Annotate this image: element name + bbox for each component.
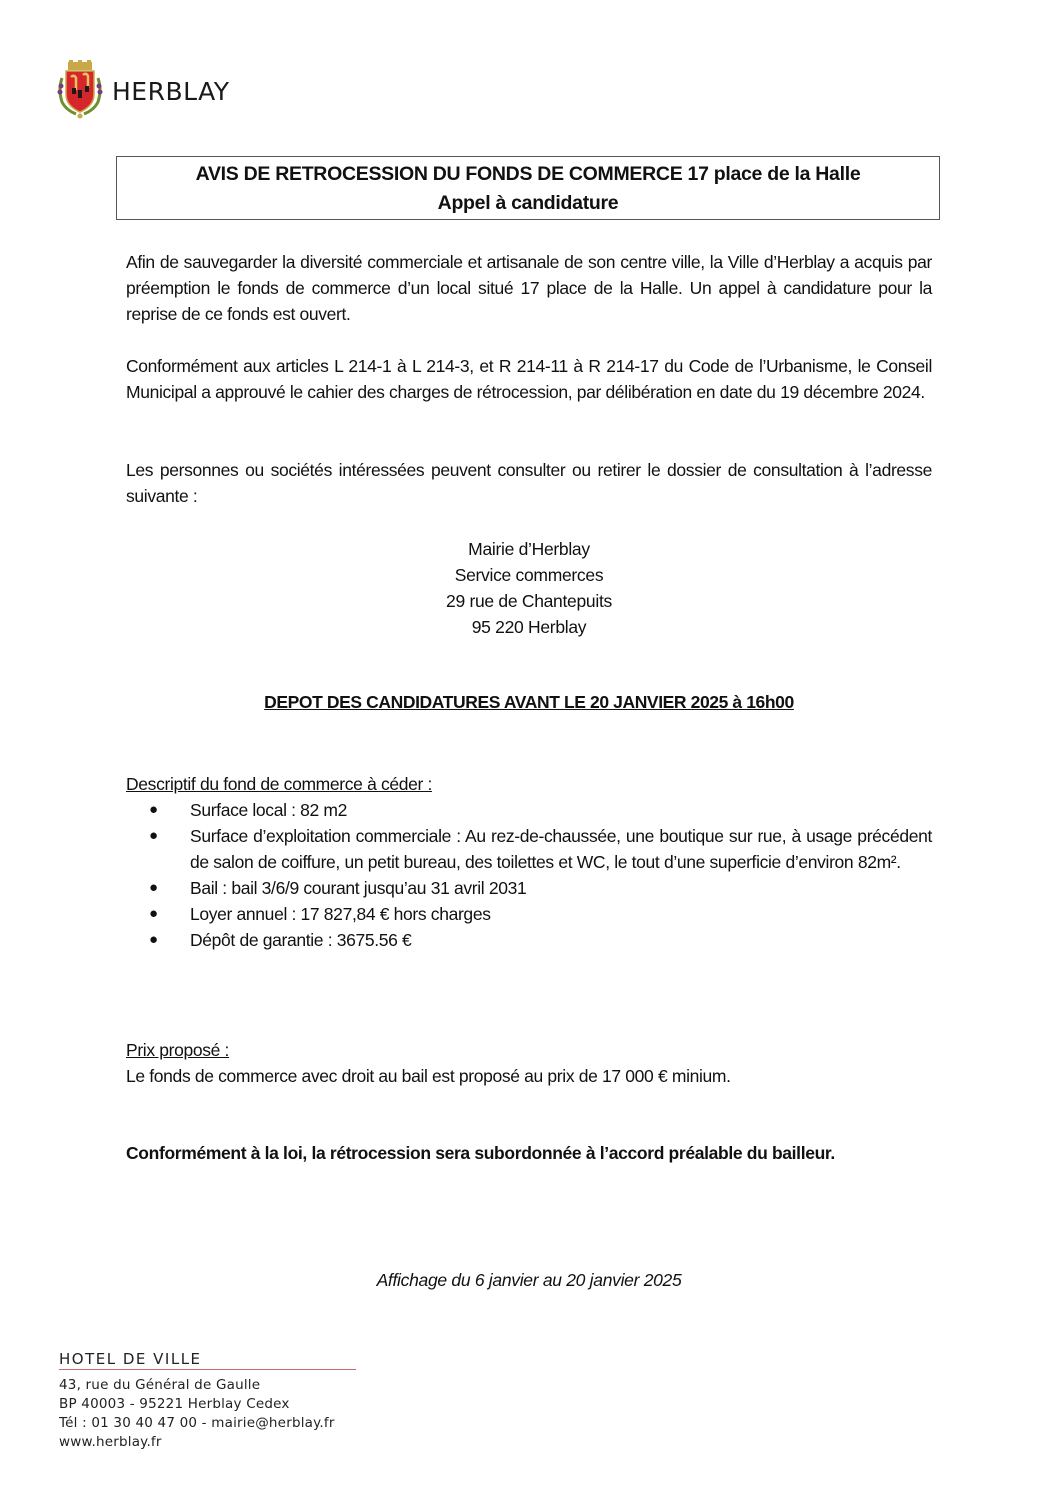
- footer-contact-line: Tél : 01 30 40 47 00 - mairie@herblay.fr: [59, 1415, 335, 1431]
- address-block: [126, 536, 932, 640]
- address-line: 95 220 Herblay: [471, 617, 587, 637]
- notice-title: AVIS DE RETROCESSION DU FONDS DE COMMERCE 17 place de la Halle: [195, 163, 861, 185]
- price-text: Le fonds de commerce avec droit au bail est proposé au prix de 17 000 € minium.: [126, 1066, 731, 1086]
- address-line: Mairie d’Herblay: [468, 539, 590, 559]
- bullet-icon: ●: [149, 801, 158, 818]
- list-item-text: Surface local : 82 m2: [190, 800, 348, 820]
- herblay-coat-of-arms-icon: [56, 60, 104, 120]
- list-item: [126, 797, 932, 823]
- list-item-text: Bail : bail 3/6/9 courant jusqu’au 31 avril 2031: [190, 878, 527, 898]
- herblay-logo: [56, 60, 230, 120]
- address-line: Service commerces: [454, 565, 604, 585]
- legal-notice: Conformément à la loi, la rétrocession sera subordonnée à l’accord préalable du bailleur.: [126, 1143, 835, 1163]
- notice-title-box: [116, 156, 940, 220]
- description-title: Descriptif du fond de commerce à céder :: [126, 774, 433, 794]
- legal-basis-paragraph: Conformément aux articles L 214-1 à L 214-3, et R 214-11 à R 214-17 du Code de l’Urbanisme, le Conseil Municipal a approuvé le cahier des charges de rétrocession, par délibération en date du 19 décembre 2024.: [126, 356, 932, 402]
- address-line: 29 rue de Chantepuits: [446, 591, 612, 611]
- description-list: [126, 797, 932, 953]
- footer-website-link[interactable]: www.herblay.fr: [59, 1434, 162, 1450]
- price-section: [126, 1037, 932, 1089]
- footer-postal-line: BP 40003 - 95221 Herblay Cedex: [59, 1396, 290, 1412]
- bullet-icon: ●: [149, 879, 158, 896]
- list-item: [126, 823, 932, 875]
- intro-paragraph: Afin de sauvegarder la diversité commerciale et artisanale de son centre ville, la Ville d’Herblay a acquis par préemption le fonds de commerce d’un local situé 17 place de la Halle. Un appel à candidature pour la reprise de ce fonds est ouvert.: [126, 252, 932, 324]
- bullet-icon: ●: [149, 827, 158, 844]
- description-section: [126, 771, 932, 953]
- footer: [59, 1350, 356, 1452]
- list-item: [126, 901, 932, 927]
- list-item: [126, 927, 932, 953]
- logo-text: HERBLAY: [112, 76, 230, 106]
- bullet-icon: ●: [149, 905, 158, 922]
- list-item-text: Dépôt de garantie : 3675.56 €: [190, 930, 412, 950]
- posting-period: Affichage du 6 janvier au 20 janvier 2025: [376, 1270, 682, 1290]
- footer-heading: HOTEL DE VILLE: [59, 1350, 356, 1370]
- consultation-paragraph: Les personnes ou sociétés intéressées peuvent consulter ou retirer le dossier de consultation à l’adresse suivante :: [126, 460, 932, 506]
- bullet-icon: ●: [149, 931, 158, 948]
- notice-subtitle: Appel à candidature: [437, 192, 619, 214]
- footer-address-line: 43, rue du Général de Gaulle: [59, 1377, 261, 1393]
- list-item-text: Loyer annuel : 17 827,84 € hors charges: [190, 904, 491, 924]
- price-title: Prix proposé :: [126, 1040, 230, 1060]
- list-item: [126, 875, 932, 901]
- deadline-notice: DEPOT DES CANDIDATURES AVANT LE 20 JANVIER 2025 à 16h00: [264, 692, 794, 712]
- list-item-text: Surface d’exploitation commerciale : Au rez-de-chaussée, une boutique sur rue, à usage précédent de salon de coiffure, un petit bureau, des toilettes et WC, le tout d’une superficie d’environ 82m².: [190, 826, 932, 872]
